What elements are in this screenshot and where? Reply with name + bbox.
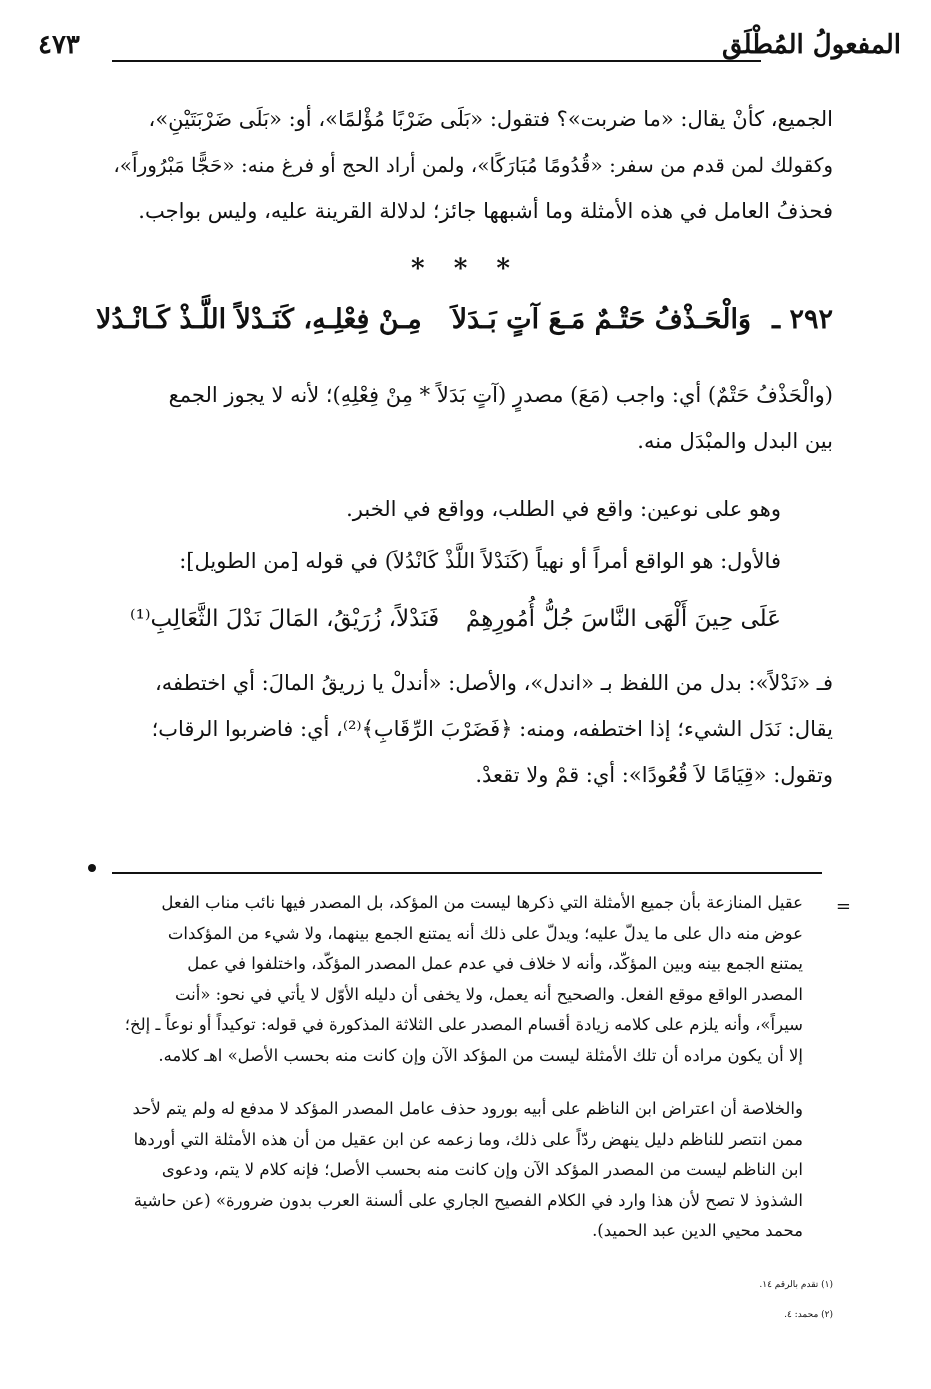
text-line: فـ «نَدْلاً»: بدل من اللفظ بـ «اندل»، والأصل: «أندلْ يا زريقُ المالَ: أي اختطفه، bbox=[155, 671, 833, 695]
verse-hemistich-1: وَالْحَـذْفُ حَتْـمٌ مَـعَ آتٍ بَـدَلاَ bbox=[451, 304, 751, 335]
text-line: (والْحَذْفُ حَتْمٌ) أي: واجب (مَعَ) مصدرٍ (آتٍ بَدَلاً * مِنْ فِعْلِهِ)؛ لأنه لا يجوز الجمع bbox=[168, 383, 833, 407]
text-line: فحذفُ العامل في هذه الأمثلة وما أشبهها جائز؛ لدلالة القرينة عليه، وليس بواجب. bbox=[138, 199, 833, 223]
intro-paragraph bbox=[96, 96, 833, 234]
section-separator: * * * bbox=[411, 254, 520, 284]
note-line: إلا أن يكون مراده أن تلك الأمثلة ليست من المؤكد الآن وإن كانت منه بحسب الأصل» اهـ كلامه. bbox=[158, 1045, 803, 1065]
verse-hemistich-2: مِـنْ فِعْلِـهِ، كَنَـدْلاً اللَّـذْ كَـانْـدُلا bbox=[96, 304, 422, 335]
note-line: محمد محيي الدين عبد الحميد). bbox=[592, 1221, 803, 1240]
note-line: عقيل المنازعة بأن جميع الأمثلة التي ذكرها ليست من المؤكد، بل المصدر فيها نائب مناب الفعل bbox=[161, 893, 803, 912]
verse-292 bbox=[96, 300, 833, 350]
first-type-paragraph bbox=[96, 538, 781, 584]
footnote-1: (١) تقدم بالرقم ١٤. bbox=[759, 1280, 833, 1290]
continuation-mark: = bbox=[835, 896, 851, 917]
poem-hemistich-1: عَلَى حِينَ أَلْهَى النَّاسَ جُلُّ أُمُورِهِمْ bbox=[465, 606, 781, 632]
note-line: ممن انتصر للناظم دليل ينهض ردّاً على ذلك، وما زعمه عن ابن عقيل من أن هذه الأمثلة التي أوردها bbox=[133, 1129, 803, 1149]
note-line: المصدر الواقع موقع الفعل. والصحيح أنه يعمل، ولا يخفى أن دليله الأوّل لا يأتي في نحو: «أنت bbox=[174, 984, 803, 1004]
page-header bbox=[38, 28, 901, 68]
note-line: سيراً»، وأنه يلزم على كلامه زيادة أقسام المصدر على الثلاثة المذكورة في قوله: توكيداً أو نوعاً ـ إلخ؛ bbox=[124, 1015, 803, 1034]
text-line: وتقول: «قِيَامًا لاَ قُعُودًا»: أي: قمْ ولا تقعدْ. bbox=[475, 763, 833, 787]
note-line: ابن الناظم ليست من المصدر المؤكد الآن وإن كانت منه بحسب الأصل؛ فإنه كلام لا يتم، ودعوى bbox=[161, 1160, 803, 1179]
note-line: عوض منه دال على ما يدلّ عليه؛ ويدلّ على ذلك أنه يمتنع الجمع بينهما، ولا شيء من المؤكدات bbox=[167, 923, 803, 943]
text-line: يقال: نَدَل الشيء؛ إذا اختطفه، ومنه: ﴿فَضَرْبَ الرِّقَابِ﴾⁽²⁾، أي: فاضربوا الرقاب؛ bbox=[151, 717, 833, 741]
verse-number: ٢٩٢ ـ bbox=[772, 304, 833, 335]
footnote-note-2 bbox=[96, 1094, 803, 1247]
page-number: ٤٧٣ bbox=[38, 30, 80, 60]
commentary-paragraph bbox=[96, 372, 833, 464]
footnote-note-1 bbox=[96, 888, 803, 1071]
text-line: الجميع، كأنْ يقال: «ما ضربت»؟ فتقول: «بَلَى ضَرْبًا مُؤْلمًا»، أو: «بَلَى ضَرْبَتَيْنِ»، bbox=[148, 107, 833, 131]
text-line: وكقولك لمن قدم من سفر: «قُدُومًا مُبَارَكًا»، ولمن أراد الحج أو فرغ منه: «حَجًّا مَبْرُوراً»، bbox=[113, 153, 833, 177]
explanation-paragraph bbox=[96, 660, 833, 798]
chapter-title: المفعولُ المُطْلَق bbox=[721, 30, 901, 60]
note-line: الشذوذ لا تصح لأن هذا وارد في الكلام الفصيح الجاري على ألسنة العرب بدون ضرورة» (عن حاشية bbox=[133, 1190, 803, 1210]
text-line: بين البدل والمبْدَل منه. bbox=[637, 429, 833, 453]
header-rule bbox=[112, 60, 761, 62]
text-line: فالأول: هو الواقع أمراً أو نهياً (كَنَدْلاً اللَّذْ كَانْدُلاَ) في قوله [من الطويل]: bbox=[179, 549, 781, 573]
footnote-rule bbox=[112, 872, 822, 874]
footnote-2: (٢) محمد: ٤. bbox=[784, 1310, 833, 1320]
types-paragraph bbox=[96, 486, 781, 532]
footnote-dot bbox=[88, 864, 96, 872]
note-line: يمتنع الجمع بينه وبين المؤكّد، وأنه لا خلاف في عدم عمل المصدر المؤكّد، واختلفوا في عمل bbox=[187, 954, 803, 973]
poem-verse bbox=[96, 600, 833, 650]
poem-hemistich-2: فَنَدْلاً، زُرَيْقُ، المَالَ نَدْلَ الثَّعَالِبِ⁽¹⁾ bbox=[130, 606, 440, 632]
text-line: وهو على نوعين: واقع في الطلب، وواقع في الخبر. bbox=[346, 497, 781, 521]
note-line: والخلاصة أن اعتراض ابن الناظم على أبيه بورود حذف عامل المصدر المؤكد لا مدفع له ولم يتم لأحد bbox=[132, 1099, 803, 1118]
